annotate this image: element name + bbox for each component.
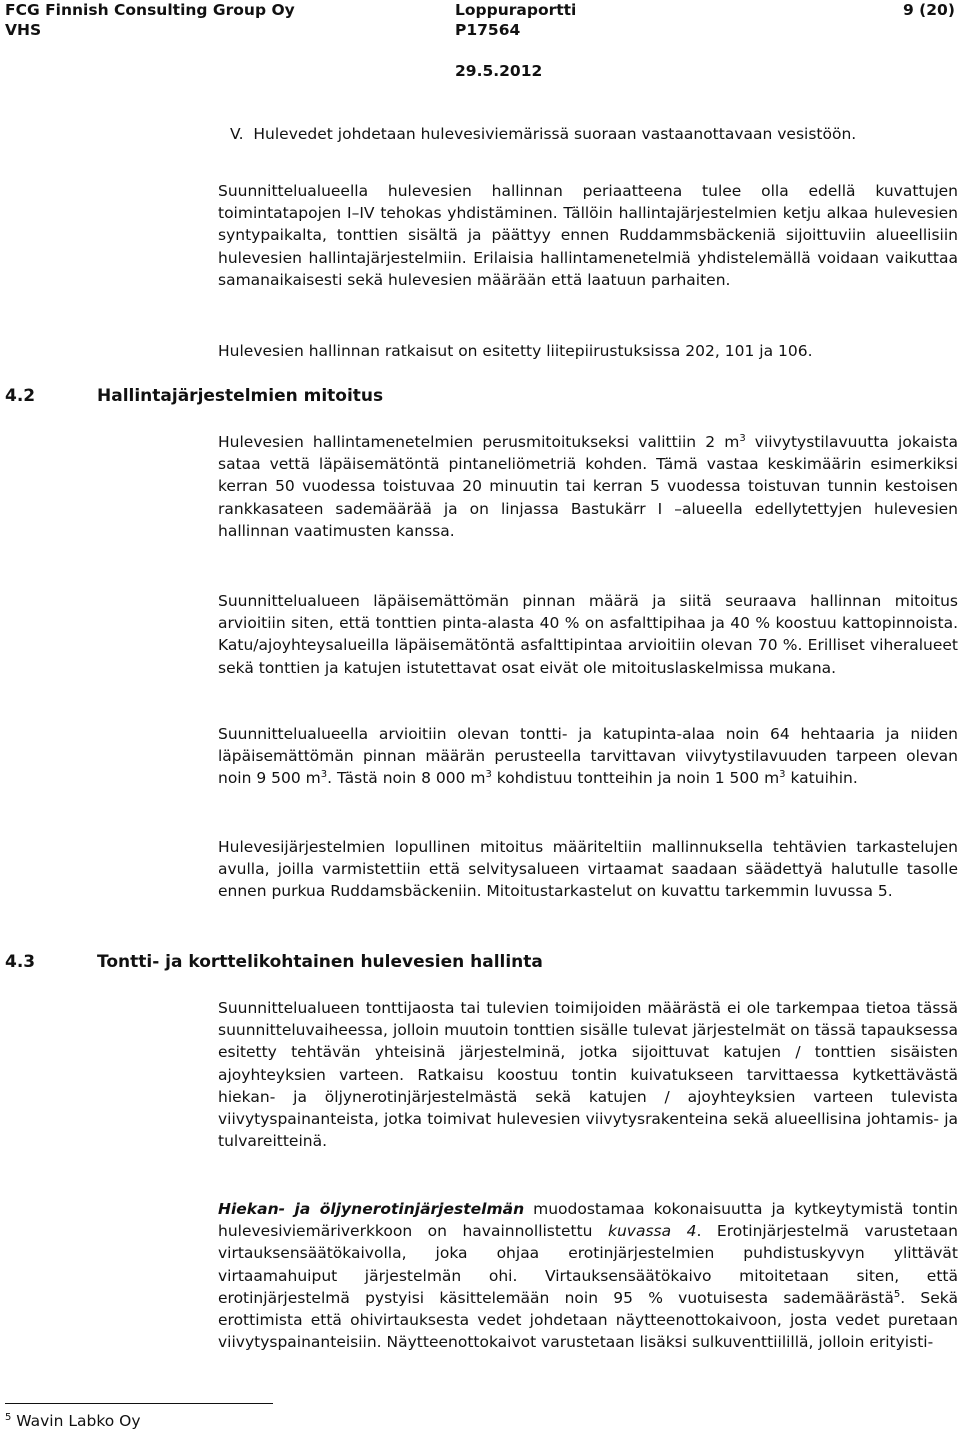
emphasized-term: Hiekan- ja öljynerotinjärjestelmän <box>218 1200 525 1218</box>
section-4-1-para1-block <box>218 180 958 291</box>
footnote-reference: 5 <box>893 1288 901 1300</box>
footnote-mark: 5 <box>5 1411 12 1423</box>
section-heading-4-3 <box>5 951 543 973</box>
header-company: FCG Finnish Consulting Group Oy <box>5 1 295 19</box>
section-4-3-p2-block <box>218 1198 958 1353</box>
footnote-text: Wavin Labko Oy <box>11 1412 141 1430</box>
header-project-code: VHS <box>5 21 42 39</box>
figure-reference: kuvassa 4 <box>607 1222 697 1241</box>
footnote <box>5 1410 141 1432</box>
section-4-2-p4-block <box>218 836 958 903</box>
paragraph: Hulevesien hallintamenetelmien perusmitoitukseksi valittiin 2 $m^3$ viivytystilavuutta jokaista sataa vettä läpäisemätöntä pintaneliömetriä kohden. Tämä vastaa keskimäärin esimerkiksi kerran 50 vuodessa toistuvaa 20 minuutin tai kerran 5 vuodessa toistuvan tunnin kestoisen rankkasateen sademäärää ja on linjassa Bastukärr I –alueella edellytettyjen hulevesien hallinnan vaatimusten kanssa. <box>218 432 958 540</box>
paragraph: Hiekan- ja öljynerotinjärjestelmän muodostamaa kokonaisuutta ja kytkeytymistä tontin hulevesiviemäriverkkoon on havainnollistettu kuvassa 4. Erotinjärjestelmä varustetaan virtauksensäätökaivolla, joka ohjaa erotinjärjestelmien puhdistuskyvyn ylittävät virtaamahuiput järjestelmän ohi. Virtauksensäätökaivo mitoitetaan siten, että erotinjärjestelmä pystyisi käsittelemään noin 95 % vuotuisesta sademäärästä$^5$. Sekä erottimista että ohivirtauksesta vedet johdetaan näytteenottokaivoon, josta vedet puretaan viivytyspainanteisiin. Näytteenottokaivot varustetaan lisäksi sulkuventtiilillä, jolloin erityisti- <box>218 1200 959 1352</box>
section-number: 4.3 <box>5 952 36 972</box>
section-4-1-tail <box>218 123 958 145</box>
section-4-3-p1-block <box>218 997 958 1152</box>
section-4-2-p2-block <box>218 590 958 679</box>
header-page-number: 9 (20) <box>903 1 955 19</box>
section-title: Hallintajärjestelmien mitoitus <box>97 386 384 406</box>
header-report-type: Loppuraportti <box>455 1 577 19</box>
section-4-2-p1-block <box>218 431 958 542</box>
paragraph: Suunnittelualueen tonttijaosta tai tulevien toimijoiden määrästä ei ole tarkempaa tietoa tässä suunnitteluvaiheessa, jolloin muutoin tonttien sisälle tulevat järjestelmät on tässä tapauksessa esitetty tehtävän yhteisinä järjestelminä, jotka sijoittuvat katujen / tonttien sisäisten ajoyhteyksien varteen. Ratkaisu koostuu tontin kuivatukseen tarvittaessa kytkettävästä hiekan- ja öljynerotinjärjestelmästä sekä katujen / ajoyhteyksien varteen tulevista viivytyspainanteista, jotka toimivat hulevesien viivytysrakenteina sekä alueellisina johtamis- ja tulvareitteinä. <box>218 999 958 1151</box>
paragraph: Suunnittelualueella arvioitiin olevan tontti- ja katupinta-alaa noin 64 hehtaaria ja niiden läpäisemättömän pinnan määrän perusteella tarvittavan viivytystilavuuden tarpeen olevan noin 9 500 $m^3$. Tästä noin 8 000 $m^3$ kohdistuu tontteihin ja noin 1 500 $m^3$ katuihin. <box>218 725 958 788</box>
paragraph: Hulevesijärjestelmien lopullinen mitoitus määriteltiin mallinnuksella tehtävien tarkastelujen avulla, joilla varmistettiin että selvitysalueen virtaamat saadaan säädettyä halutulle tasolle ennen purkua Ruddamsbäckeniin. Mitoitustarkastelut on kuvattu tarkemmin luvussa 5. <box>218 838 958 901</box>
section-title: Tontti- ja korttelikohtainen hulevesien hallinta <box>97 952 543 972</box>
section-heading-4-2 <box>5 385 383 407</box>
paragraph: Hulevesien hallinnan ratkaisut on esitetty liitepiirustuksissa 202, 101 ja 106. <box>218 342 813 360</box>
paragraph: Suunnittelualueella hulevesien hallinnan periaatteena tulee olla edellä kuvattujen toimintatapojen I–IV tehokas yhdistäminen. Tällöin hallintajärjestelmien ketju alkaa hulevesien syntypaikalta, tonttien sisältä ja päättyy ennen Ruddammsbäckeniä sijoittuviin alueellisiin hulevesien hallintajärjestelmiin. Erilaisia hallintamenetelmiä yhdistelemällä voidaan vaikuttaa samanaikaisesti sekä hulevesien määrään että laatuun parhaiten. <box>218 182 958 289</box>
section-4-2-p3-block <box>218 723 958 790</box>
footnote-separator <box>5 1403 273 1404</box>
header-report-number: P17564 <box>455 21 521 39</box>
list-item-v: V. Hulevedet johdetaan hulevesiviemärissä suoraan vastaanottavaan vesistöön. <box>230 125 857 143</box>
header-date: 29.5.2012 <box>455 62 543 80</box>
section-4-1-para2-block <box>218 340 958 362</box>
section-number: 4.2 <box>5 386 36 406</box>
paragraph: Suunnittelualueen läpäisemättömän pinnan määrä ja siitä seuraava hallinnan mitoitus arvioitiin siten, että tonttien pinta-alasta 40 % on asfalttipihaa ja 40 % koostuu kattopinnoista. Katu/ajoyhteysalueilla läpäisemätöntä asfalttipintaa arvioitiin olevan 70 %. Erilliset viheralueet sekä tonttien ja katujen istutettavat osat eivät ole mitoituslaskelmissa mukana. <box>218 592 958 677</box>
